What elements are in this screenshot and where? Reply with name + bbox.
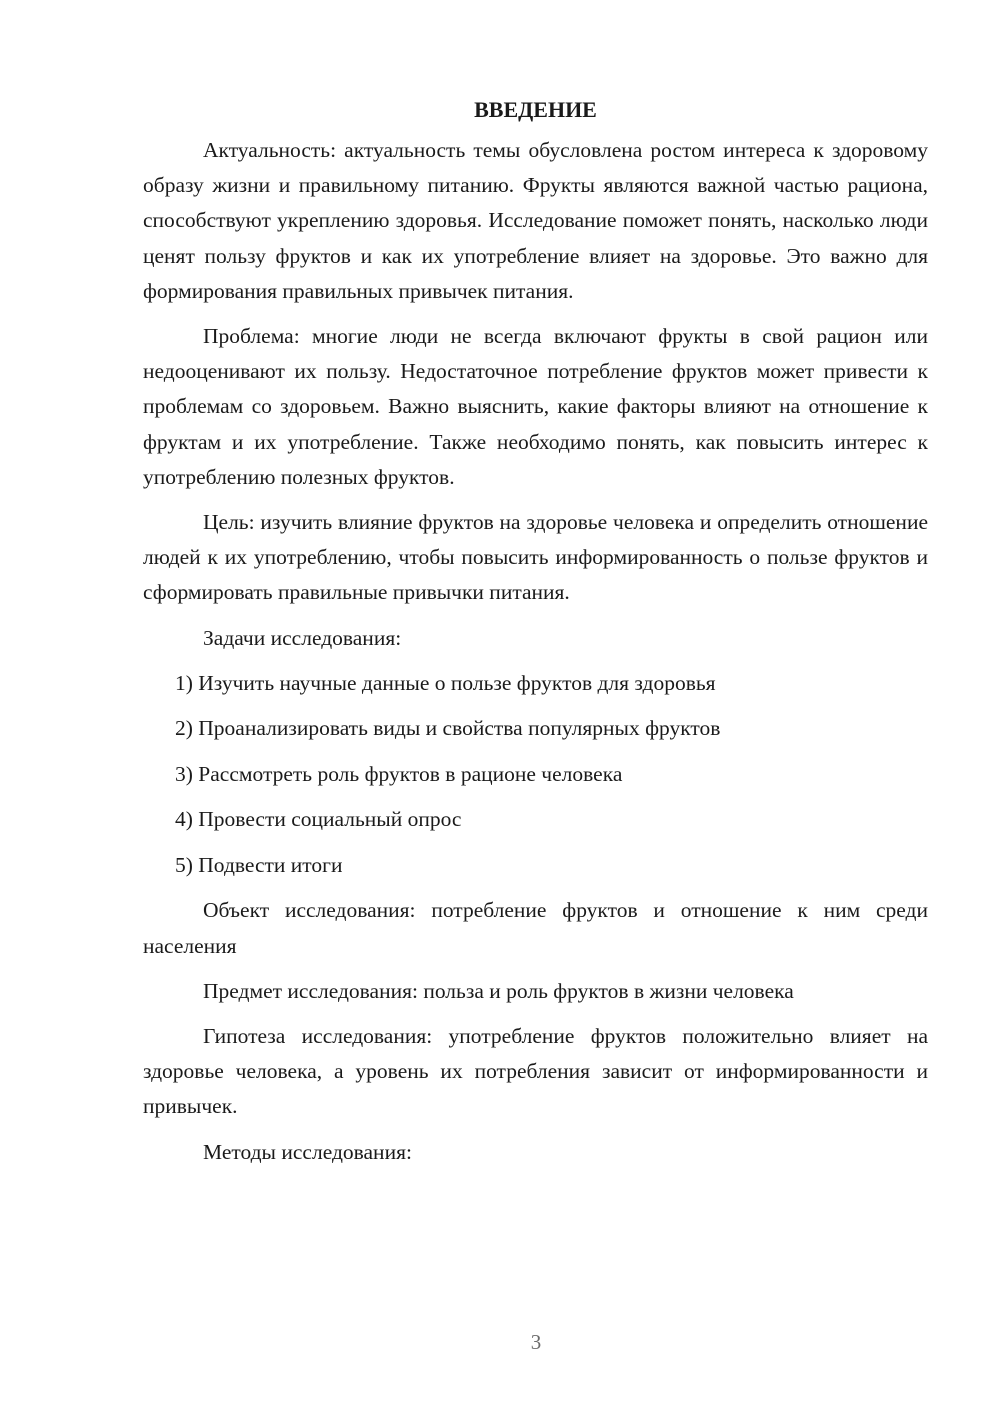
tasks-list [143, 666, 928, 883]
problem-paragraph: Проблема: многие люди не всегда включают фрукты в свой рацион или недооценивают их пользу. Недостаточное потребление фруктов может привести к проблемам со здоровьем. Важно выяснить, какие факторы влияют на отношение к фруктам и их употребление. Также необходимо понять, как повысить интерес к употреблению полезных фруктов. [143, 324, 928, 489]
section-title: ВВЕДЕНИЕ [474, 97, 597, 122]
relevance-paragraph: Актуальность: актуальность темы обусловлена ростом интереса к здоровому образу жизни и правильному питанию. Фрукты являются важной частью рациона, способствуют укреплению здоровья. Исследование поможет понять, насколько люди ценят пользу фруктов и как их употребление влияет на здоровье. Это важно для формирования правильных привычек питания. [143, 138, 928, 303]
subject-paragraph: Предмет исследования: польза и роль фруктов в жизни человека [203, 978, 794, 1003]
list-item: 1) Изучить научные данные о пользе фруктов для здоровья [175, 670, 716, 695]
goal-paragraph: Цель: изучить влияние фруктов на здоровье человека и определить отношение людей к их употреблению, чтобы повысить информированность о пользе фруктов и сформировать правильные привычки питания. [143, 510, 928, 605]
methods-heading: Методы исследования: [203, 1139, 412, 1164]
page-number: 3 [530, 1330, 542, 1354]
list-item: 2) Проанализировать виды и свойства популярных фруктов [175, 716, 721, 741]
list-item: 5) Подвести итоги [175, 852, 343, 877]
object-paragraph: Объект исследования: потребление фруктов и отношение к ним среди населения [143, 898, 928, 958]
hypothesis-paragraph: Гипотеза исследования: употребление фруктов положительно влияет на здоровье человека, а уровень их потребления зависит от информированности и привычек. [143, 1023, 928, 1119]
document-page [143, 92, 928, 1180]
list-item: 4) Провести социальный опрос [175, 807, 462, 832]
list-item: 3) Рассмотреть роль фруктов в рационе человека [175, 761, 623, 786]
tasks-heading: Задачи исследования: [203, 625, 402, 650]
